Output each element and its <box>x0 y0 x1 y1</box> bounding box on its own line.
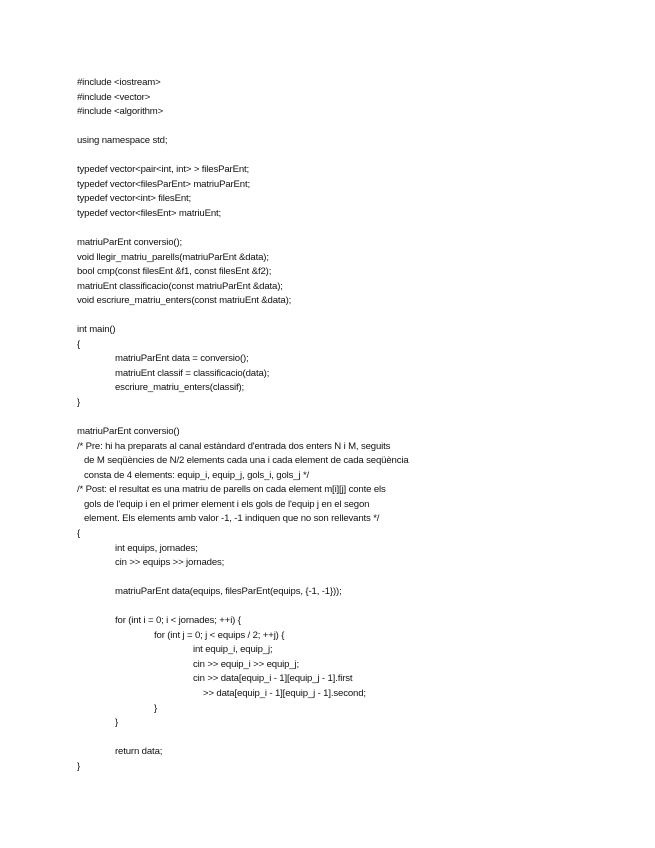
code-comment-line: gols de l'equip i en el primer element i els gols de l'equip j en el segon <box>84 498 370 510</box>
code-line: >> data[equip_i - 1][equip_j - 1].second; <box>203 687 366 699</box>
code-line: escriure_matriu_enters(classif); <box>115 382 245 394</box>
code-comment-line: /* Post: el resultat es una matriu de parells on cada element m[i][j] conte els <box>77 484 386 496</box>
code-line: return data; <box>115 746 163 758</box>
code-line: int equips, jornades; <box>115 542 198 554</box>
blank-line <box>77 221 637 236</box>
blank-line <box>77 571 637 586</box>
code-comment-line: de M seqüències de N/2 elements cada una i cada element de cada seqüència <box>84 455 409 467</box>
blank-line <box>77 411 637 426</box>
code-line: matriuParEnt conversio() <box>77 426 180 438</box>
code-line: } <box>77 397 81 409</box>
code-line: cin >> data[equip_i - 1][equip_j - 1].first <box>193 673 353 685</box>
code-listing <box>77 76 637 774</box>
code-comment-line: /* Pre: hi ha preparats al canal estàndard d'entrada dos enters N i M, seguits <box>77 440 391 452</box>
code-line: { <box>77 527 81 539</box>
code-line: typedef vector<pair<int, int> > filesParEnt; <box>77 164 250 176</box>
code-line: #include <vector> <box>77 91 151 103</box>
code-line: cin >> equips >> jornades; <box>115 557 225 569</box>
code-line: cin >> equip_i >> equip_j; <box>193 658 299 670</box>
code-line: int equip_i, equip_j; <box>193 644 273 656</box>
code-line: matriuParEnt data(equips, filesParEnt(equips, {-1, -1})); <box>115 586 342 598</box>
code-line: } <box>77 760 81 772</box>
blank-line <box>77 309 637 324</box>
code-line: int main() <box>77 324 116 336</box>
code-line: for (int i = 0; i < jornades; ++i) { <box>115 615 241 627</box>
blank-line <box>77 120 637 135</box>
code-line: typedef vector<filesEnt> matriuEnt; <box>77 207 222 219</box>
code-comment-line: consta de 4 elements: equip_i, equip_j, gols_i, gols_j */ <box>84 469 310 481</box>
code-line: for (int j = 0; j < equips / 2; ++j) { <box>154 629 285 641</box>
code-line: bool cmp(const filesEnt &f1, const filesEnt &f2); <box>77 266 272 278</box>
code-line: } <box>115 717 119 729</box>
code-comment-line: element. Els elements amb valor -1, -1 indiquen que no son rellevants */ <box>84 513 380 525</box>
code-line: { <box>77 338 81 350</box>
code-line: #include <iostream> <box>77 77 161 88</box>
code-line: typedef vector<int> filesEnt; <box>77 193 192 205</box>
blank-line <box>77 600 637 615</box>
code-line: #include <algorithm> <box>77 106 164 118</box>
code-line: matriuEnt classif = classificacio(data); <box>115 367 270 379</box>
code-line: typedef vector<filesParEnt> matriuParEnt; <box>77 178 251 190</box>
code-line: using namespace std; <box>77 135 168 147</box>
code-line: void llegir_matriu_parells(matriuParEnt &data); <box>77 251 269 263</box>
code-line: matriuEnt classificacio(const matriuParEnt &data); <box>77 280 283 292</box>
blank-line <box>77 731 637 746</box>
code-line: void escriure_matriu_enters(const matriuEnt &data); <box>77 295 292 307</box>
blank-line <box>77 149 637 164</box>
code-line: matriuParEnt conversio(); <box>77 237 183 249</box>
code-line: } <box>154 702 158 714</box>
code-line: matriuParEnt data = conversio(); <box>115 353 249 365</box>
